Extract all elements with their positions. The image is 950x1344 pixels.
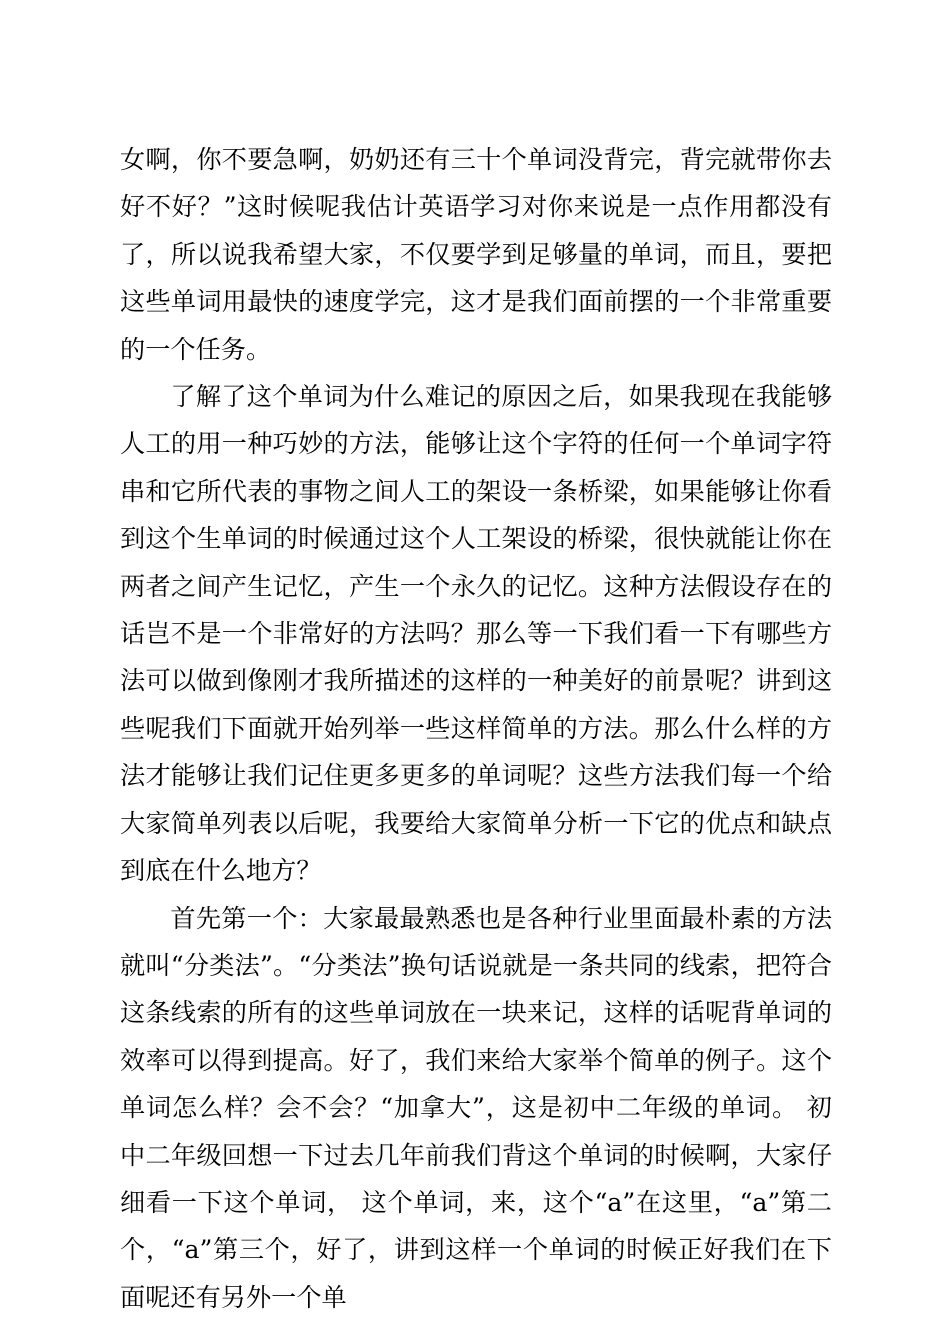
paragraph-2: 了解了这个单词为什么难记的原因之后，如果我现在我能够人工的用一种巧妙的方法，能够让这个字符的任何一个单词字符串和它所代表的事物之间人工的架设一条桥梁，如果能够让你看到这个生单词的时候通过这个人工架设的桥梁，很快就能让你在两者之间产生记忆，产生一个永久的记忆。这种方法假设存在的话岂不是一个非常好的方法吗？那么等一下我们看一下有哪些方法可以做到像刚才我所描述的这样的一种美好的前景呢？讲到这些呢我们下面就开始列举一些这样简单的方法。那么什么样的方法才能够让我们记住更多更多的单词呢？这些方法我们每一个给大家简单列表以后呢，我要给大家简单分析一下它的优点和缺点到底在什么地方？ xyxy=(120,382,832,886)
paragraph-3: 首先第一个：大家最最熟悉也是各种行业里面最朴素的方法就叫“分类法”。“分类法”换句话说就是一条共同的线索，把符合这条线索的所有的这些单词放在一块来记，这样的话呢背单词的效率可以得到提高。好了，我们来给大家举个简单的例子。这个单词怎么样？会不会？“加拿大”，这是初中二年级的单词。 初中二年级回想一下过去几年前我们背这个单词的时候啊，大家仔细看一下这个单词， 这个单词，来，这个“a”在这里，“a”第二个，“a”第三个，好了，讲到这样一个单词的时候正好我们在下面呢还有另外一个单 xyxy=(120,903,832,1312)
document-body xyxy=(120,136,832,1321)
paragraph-1: 女啊，你不要急啊，奶奶还有三十个单词没背完，背完就带你去好不好？”这时候呢我估计英语学习对你来说是一点作用都没有了，所以说我希望大家，不仅要学到足够量的单词，而且，要把这些单词用最快的速度学完，这才是我们面前摆的一个非常重要的一个任务。 xyxy=(120,145,832,364)
